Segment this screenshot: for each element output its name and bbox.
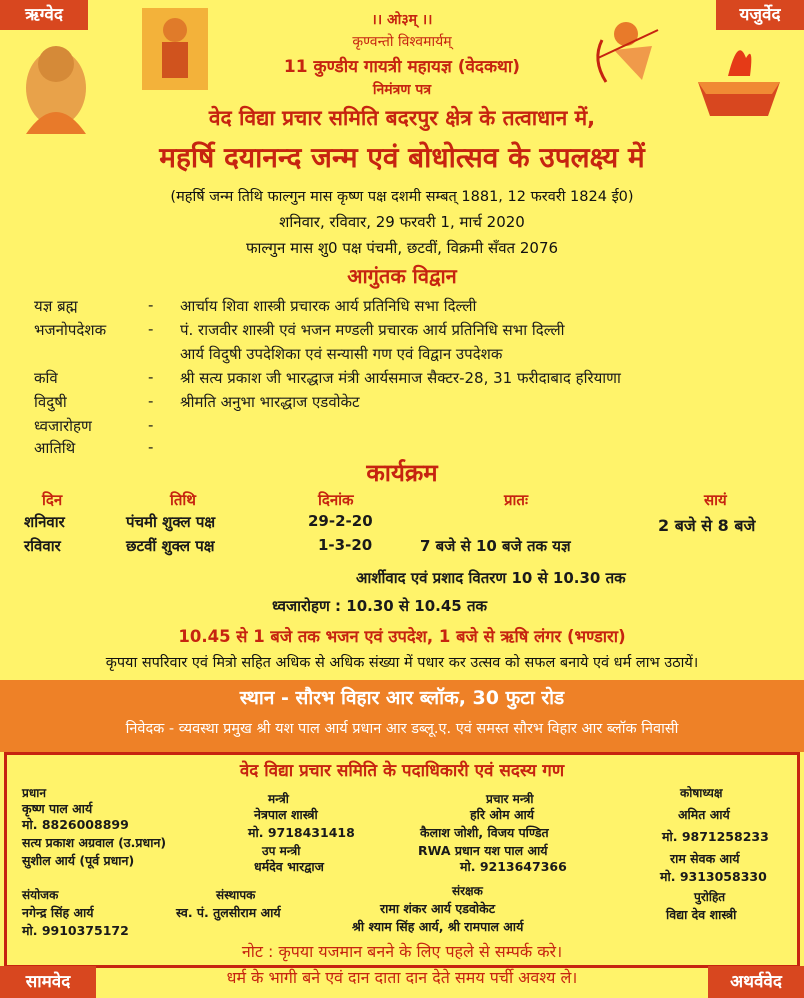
morning-yagya: 7 बजे से 10 बजे तक यज्ञ: [420, 537, 571, 555]
guest-name: श्री सत्य प्रकाश जी भारद्धाज मंत्री आर्यसमाज सैक्टर-28, 31 फरीदाबाद हरियाणा: [180, 369, 621, 387]
main-title: महर्षि दयानन्द जन्म एवं बोधोत्सव के उपलक्ष्य में: [159, 141, 645, 174]
guest-dash: -: [148, 438, 154, 456]
guest-name: आर्य विदुषी उपदेशिका एवं सन्यासी गण एवं विद्वान उपदेशक: [180, 345, 503, 363]
prachar-mantri-3: RWA प्रधान यश पाल आर्य: [418, 843, 548, 858]
om-line: ।। ओ३म् ।।: [371, 12, 433, 28]
sanyojak-mobile: मो. 9910375172: [22, 923, 129, 938]
tithi-line: फाल्गुन मास शु0 पक्ष पंचमी, छटवीं, विक्रमी सँवत 2076: [245, 239, 559, 257]
purohit-title: पुरोहित: [694, 890, 726, 904]
guest-name: पं. राजवीर शास्त्री एवं भजन मण्डली प्रचारक आर्य प्रतिनिधि सभा दिल्ली: [180, 321, 565, 339]
motto: कृण्वन्तो विश्वमार्यम्: [352, 34, 452, 50]
ram-sevak-name: राम सेवक आर्य: [670, 851, 740, 866]
prasad-line: आर्शीवाद एवं प्रशाद वितरण 10 से 10.30 तक: [356, 569, 626, 587]
purohit-name: विद्या देव शास्त्री: [666, 907, 737, 922]
pradhan-mobile: मो. 8826008899: [22, 817, 129, 832]
note-line-1: नोट : कृपया यजमान बनने के लिए पहले से सम्पर्क करे।: [241, 942, 563, 961]
program-heading: कार्यक्रम: [366, 459, 438, 487]
up-mantri-title: उप मन्त्री: [262, 844, 301, 858]
event-date-line: शनिवार, रविवार, 29 फरवरी 1, मार्च 2020: [279, 213, 525, 231]
sanyojak-title: संयोजक: [22, 888, 59, 902]
guest-role: विदुषी: [34, 393, 67, 411]
pradhan-title: प्रधान: [22, 786, 46, 800]
sanrakshak-name: रामा शंकर आर्य एडवोकेट: [380, 901, 496, 916]
guest-dash: -: [148, 392, 154, 410]
tithi-sunday: छटवीं शुक्ल पक्ष: [126, 537, 215, 555]
guest-role: आतिथि: [34, 439, 76, 457]
corner-samaveda: सामवेद: [0, 966, 96, 998]
guest-dash: -: [148, 320, 154, 338]
mantri-mobile: मो. 9718431418: [248, 825, 355, 840]
sanyojak-name: नगेन्द्र सिंह आर्य: [22, 905, 94, 920]
organization-line: वेद विद्या प्रचार समिति बदरपुर क्षेत्र के तत्वाधान में,: [208, 106, 596, 130]
prachar-mantri-name: हरि ओम आर्य: [470, 807, 534, 822]
koshadhyaksh-name: अमित आर्य: [678, 807, 730, 822]
koshadhyaksh-mobile: मो. 9871258233: [662, 829, 769, 844]
committee-heading: वेद विद्या प्रचार समिति के पदाधिकारी एवं सदस्य गण: [239, 761, 565, 781]
prachar-mantri-mobile: मो. 9213647366: [460, 859, 567, 874]
col-day: दिन: [42, 491, 63, 509]
date-sunday: 1-3-20: [318, 536, 373, 554]
pradhan-name: कृष्ण पाल आर्य: [22, 801, 93, 816]
event-name: 11 कुण्डीय गायत्री महायज्ञ (वेदकथा): [283, 57, 521, 77]
bhajan-line: 10.45 से 1 बजे तक भजन एवं उपदेश, 1 बजे से ऋषि लंगर (भण्डारा): [178, 627, 626, 646]
col-evening: सायं: [704, 491, 727, 509]
prachar-mantri-title: प्रचार मन्त्री: [486, 792, 534, 806]
corner-atharvaveda: अथर्ववेद: [708, 966, 804, 998]
evening-time: 2 बजे से 8 बजे: [658, 516, 756, 535]
sansthapak-title: संस्थापक: [216, 888, 256, 902]
sansthapak-name: स्व. पं. तुलसीराम आर्य: [176, 905, 281, 920]
purv-pradhan: सुशील आर्य (पूर्व प्रधान): [22, 853, 135, 868]
guests-heading: आगुंतक विद्वान: [347, 264, 457, 288]
guest-role: यज्ञ ब्रह्म: [34, 297, 78, 315]
sanrakshak-title: संरक्षक: [452, 884, 483, 898]
venue-line: स्थान - सौरभ विहार आर ब्लॉक, 30 फुटा रोड: [239, 687, 565, 709]
date-saturday: 29-2-20: [308, 512, 373, 530]
col-morning: प्रातः: [504, 491, 529, 509]
guest-role: ध्वजारोहण: [34, 417, 92, 435]
invitation-label: निमंत्रण पत्र: [372, 82, 432, 98]
guest-name: श्रीमति अनुभा भारद्धाज एडवोकेट: [180, 393, 360, 411]
note-line-2: धर्म के भागी बने एवं दान दाता दान देते समय पर्ची अवश्य ले।: [226, 968, 578, 987]
prachar-mantri-2: कैलाश जोशी, विजय पण्डित: [420, 825, 549, 840]
up-mantri-name: धर्मदेव भारद्वाज: [254, 859, 324, 874]
flag-hoisting-line: ध्वजारोहण : 10.30 से 10.45 तक: [272, 597, 488, 615]
up-pradhan: सत्य प्रकाश अग्रवाल (उ.प्रधान): [22, 835, 167, 850]
guest-dash: -: [148, 296, 154, 314]
mantri-title: मन्त्री: [268, 792, 289, 806]
guest-dash: -: [148, 416, 154, 434]
corner-yajurveda: यजुर्वेद: [716, 0, 804, 30]
koshadhyaksh-title: कोषाध्यक्ष: [680, 786, 723, 800]
guest-role: भजनोपदेशक: [34, 321, 107, 339]
guest-dash: -: [148, 368, 154, 386]
guest-role: कवि: [34, 369, 58, 387]
nivedak-line: निवेदक - व्यवस्था प्रमुख श्री यश पाल आर्य प्रधान आर डब्लू.ए. एवं समस्त सौरभ विहार आर ब्लॉक निवासी: [125, 721, 679, 737]
ram-sevak-mobile: मो. 9313058330: [660, 869, 767, 884]
day-sunday: रविवार: [24, 537, 61, 555]
sanrakshak-2: श्री श्याम सिंह आर्य, श्री रामपाल आर्य: [352, 919, 524, 934]
day-saturday: शनिवार: [24, 513, 65, 531]
guest-name: आर्चाय शिवा शास्त्री प्रचारक आर्य प्रतिनिधि सभा दिल्ली: [180, 297, 477, 315]
col-tithi: तिथि: [170, 491, 196, 509]
birth-date-line: (महर्षि जन्म तिथि फाल्गुन मास कृष्ण पक्ष दशमी सम्बत् 1881, 12 फरवरी 1824 ई0): [170, 189, 634, 205]
corner-rigveda: ऋग्वेद: [0, 0, 88, 30]
tithi-saturday: पंचमी शुक्ल पक्ष: [126, 513, 216, 531]
mantri-name: नेत्रपाल शास्त्री: [254, 807, 318, 822]
col-date: दिनांक: [318, 491, 354, 509]
request-line: कृपया सपरिवार एवं मित्रो सहित अधिक से अधिक संख्या में पधार कर उत्सव को सफल बनाये एवं धर्म लाभ उठायें।: [105, 655, 699, 671]
